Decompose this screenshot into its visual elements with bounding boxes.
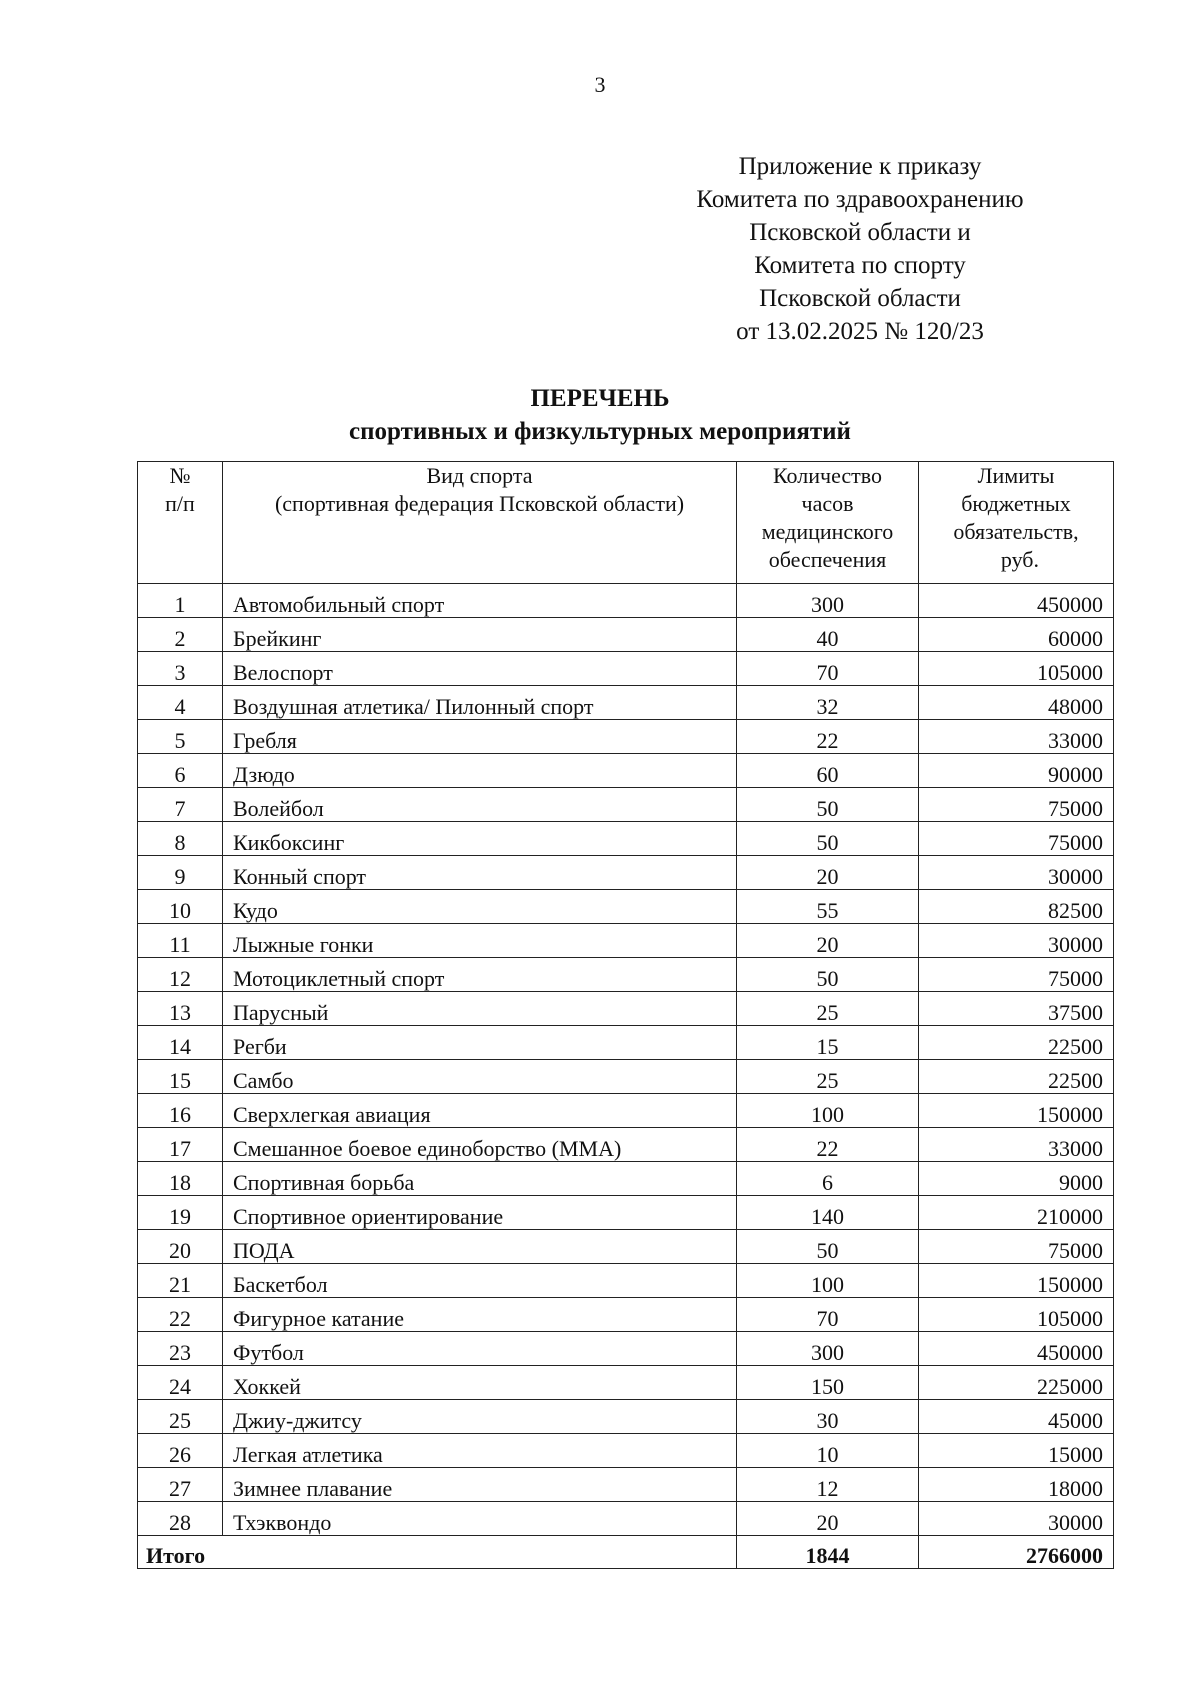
table-row	[138, 720, 1114, 754]
cell-limit: 33000	[919, 1128, 1114, 1162]
cell-sport: Спортивное ориентирование	[223, 1196, 737, 1230]
table-row	[138, 652, 1114, 686]
cell-num: 4	[138, 686, 223, 720]
page-number: 3	[594, 72, 606, 97]
cell-limit: 105000	[919, 1298, 1114, 1332]
table-row	[138, 1434, 1114, 1468]
header-text: №	[169, 463, 191, 488]
cell-sport: Мотоциклетный спорт	[223, 958, 737, 992]
cell-hours: 15	[737, 1026, 919, 1060]
cell-hours: 70	[737, 652, 919, 686]
table-row	[138, 1230, 1114, 1264]
cell-num: 9	[138, 856, 223, 890]
cell-sport: Хоккей	[223, 1366, 737, 1400]
cell-num: 27	[138, 1468, 223, 1502]
events-table	[137, 461, 1114, 1569]
header-text: Количество	[772, 463, 883, 488]
table-row	[138, 890, 1114, 924]
table-row	[138, 1128, 1114, 1162]
cell-sport: Спортивная борьба	[223, 1162, 737, 1196]
cell-hours: 20	[737, 1502, 919, 1536]
cell-limit: 75000	[919, 958, 1114, 992]
table-row	[138, 618, 1114, 652]
cell-num: 21	[138, 1264, 223, 1298]
total-hours: 1844	[737, 1536, 919, 1569]
cell-limit: 48000	[919, 686, 1114, 720]
cell-hours: 10	[737, 1434, 919, 1468]
cell-sport: Тхэквондо	[223, 1502, 737, 1536]
cell-num: 18	[138, 1162, 223, 1196]
cell-sport: Гребля	[223, 720, 737, 754]
header-text: Вид спорта	[426, 463, 533, 488]
cell-hours: 20	[737, 924, 919, 958]
cell-limit: 150000	[919, 1264, 1114, 1298]
cell-sport: Самбо	[223, 1060, 737, 1094]
cell-hours: 100	[737, 1264, 919, 1298]
cell-hours: 50	[737, 1230, 919, 1264]
cell-limit: 30000	[919, 1502, 1114, 1536]
cell-hours: 50	[737, 788, 919, 822]
cell-limit: 15000	[919, 1434, 1114, 1468]
cell-hours: 70	[737, 1298, 919, 1332]
table-row	[138, 958, 1114, 992]
cell-limit: 225000	[919, 1366, 1114, 1400]
appendix-line: от 13.02.2025 № 120/23	[736, 318, 984, 345]
table-row	[138, 1366, 1114, 1400]
cell-limit: 45000	[919, 1400, 1114, 1434]
appendix-block	[670, 150, 1050, 348]
cell-hours: 60	[737, 754, 919, 788]
cell-hours: 300	[737, 1332, 919, 1366]
cell-sport: Джиу-джитсу	[223, 1400, 737, 1434]
cell-num: 22	[138, 1298, 223, 1332]
cell-limit: 82500	[919, 890, 1114, 924]
table-header-row	[138, 462, 1114, 584]
cell-num: 19	[138, 1196, 223, 1230]
cell-hours: 300	[737, 584, 919, 618]
table-row	[138, 584, 1114, 618]
cell-sport: Велоспорт	[223, 652, 737, 686]
cell-hours: 22	[737, 1128, 919, 1162]
table-row	[138, 822, 1114, 856]
table-row	[138, 1468, 1114, 1502]
header-text: бюджетных	[961, 491, 1071, 516]
cell-hours: 25	[737, 1060, 919, 1094]
cell-limit: 30000	[919, 924, 1114, 958]
cell-sport: Легкая атлетика	[223, 1434, 737, 1468]
table-row	[138, 1162, 1114, 1196]
cell-sport: Парусный	[223, 992, 737, 1026]
appendix-line: Комитета по спорту	[754, 252, 966, 279]
header-num	[138, 462, 223, 584]
cell-limit: 210000	[919, 1196, 1114, 1230]
table-row	[138, 788, 1114, 822]
cell-sport: Волейбол	[223, 788, 737, 822]
cell-num: 1	[138, 584, 223, 618]
table-row	[138, 1094, 1114, 1128]
cell-limit: 75000	[919, 788, 1114, 822]
cell-sport: Баскетбол	[223, 1264, 737, 1298]
total-row	[138, 1536, 1114, 1569]
cell-sport: ПОДА	[223, 1230, 737, 1264]
header-text: обязательств,	[953, 519, 1079, 544]
total-limit: 2766000	[919, 1536, 1114, 1569]
cell-num: 14	[138, 1026, 223, 1060]
cell-sport: Конный спорт	[223, 856, 737, 890]
header-sport	[223, 462, 737, 584]
cell-num: 3	[138, 652, 223, 686]
table-row	[138, 856, 1114, 890]
cell-limit: 75000	[919, 822, 1114, 856]
cell-sport: Зимнее плавание	[223, 1468, 737, 1502]
cell-hours: 12	[737, 1468, 919, 1502]
cell-num: 28	[138, 1502, 223, 1536]
header-text: руб.	[1000, 547, 1039, 572]
cell-hours: 55	[737, 890, 919, 924]
cell-hours: 22	[737, 720, 919, 754]
cell-limit: 90000	[919, 754, 1114, 788]
cell-sport: Дзюдо	[223, 754, 737, 788]
header-text: Лимиты	[977, 463, 1055, 488]
header-text: медицинского	[761, 519, 894, 544]
cell-num: 25	[138, 1400, 223, 1434]
header-hours	[737, 462, 919, 584]
cell-sport: Кикбоксинг	[223, 822, 737, 856]
appendix-line: Приложение к приказу	[738, 153, 982, 180]
cell-sport: Фигурное катание	[223, 1298, 737, 1332]
cell-hours: 50	[737, 822, 919, 856]
cell-limit: 450000	[919, 584, 1114, 618]
cell-limit: 150000	[919, 1094, 1114, 1128]
table-row	[138, 992, 1114, 1026]
header-text: обеспечения	[768, 547, 887, 572]
cell-hours: 20	[737, 856, 919, 890]
cell-hours: 30	[737, 1400, 919, 1434]
table-row	[138, 1264, 1114, 1298]
cell-num: 24	[138, 1366, 223, 1400]
cell-hours: 50	[737, 958, 919, 992]
subtitle-line: спортивных и физкультурных мероприятий	[349, 418, 851, 445]
cell-hours: 25	[737, 992, 919, 1026]
header-limit	[919, 462, 1114, 584]
cell-sport: Автомобильный спорт	[223, 584, 737, 618]
cell-limit: 450000	[919, 1332, 1114, 1366]
table-row	[138, 924, 1114, 958]
table-row	[138, 686, 1114, 720]
header-text: п/п	[165, 491, 195, 516]
cell-num: 8	[138, 822, 223, 856]
cell-num: 11	[138, 924, 223, 958]
table-row	[138, 1502, 1114, 1536]
cell-sport: Сверхлегкая авиация	[223, 1094, 737, 1128]
cell-num: 7	[138, 788, 223, 822]
table-row	[138, 1400, 1114, 1434]
cell-limit: 60000	[919, 618, 1114, 652]
table-row	[138, 1060, 1114, 1094]
header-text: (спортивная федерация Псковской области)	[274, 491, 685, 516]
table-row	[138, 1026, 1114, 1060]
cell-num: 12	[138, 958, 223, 992]
total-label: Итого	[138, 1536, 737, 1569]
appendix-line: Комитета по здравоохранению	[696, 186, 1024, 213]
cell-num: 16	[138, 1094, 223, 1128]
cell-limit: 105000	[919, 652, 1114, 686]
cell-num: 20	[138, 1230, 223, 1264]
cell-sport: Регби	[223, 1026, 737, 1060]
cell-sport: Воздушная атлетика/ Пилонный спорт	[223, 686, 737, 720]
cell-sport: Кудо	[223, 890, 737, 924]
title-line: ПЕРЕЧЕНЬ	[530, 385, 670, 412]
cell-num: 2	[138, 618, 223, 652]
cell-sport: Брейкинг	[223, 618, 737, 652]
cell-limit: 22500	[919, 1060, 1114, 1094]
cell-num: 15	[138, 1060, 223, 1094]
cell-limit: 75000	[919, 1230, 1114, 1264]
cell-limit: 22500	[919, 1026, 1114, 1060]
cell-hours: 32	[737, 686, 919, 720]
header-text: часов	[801, 491, 854, 516]
cell-num: 17	[138, 1128, 223, 1162]
cell-limit: 33000	[919, 720, 1114, 754]
cell-limit: 30000	[919, 856, 1114, 890]
document-title	[0, 382, 1200, 448]
cell-num: 23	[138, 1332, 223, 1366]
cell-hours: 100	[737, 1094, 919, 1128]
table-row	[138, 1298, 1114, 1332]
cell-sport: Футбол	[223, 1332, 737, 1366]
cell-hours: 6	[737, 1162, 919, 1196]
table-row	[138, 754, 1114, 788]
cell-sport: Лыжные гонки	[223, 924, 737, 958]
cell-num: 6	[138, 754, 223, 788]
cell-num: 10	[138, 890, 223, 924]
cell-limit: 37500	[919, 992, 1114, 1026]
appendix-line: Псковской области и	[749, 219, 971, 246]
cell-num: 5	[138, 720, 223, 754]
cell-hours: 150	[737, 1366, 919, 1400]
cell-limit: 9000	[919, 1162, 1114, 1196]
cell-hours: 140	[737, 1196, 919, 1230]
cell-num: 26	[138, 1434, 223, 1468]
appendix-line: Псковской области	[759, 285, 961, 312]
cell-hours: 40	[737, 618, 919, 652]
cell-sport: Смешанное боевое единоборство (ММА)	[223, 1128, 737, 1162]
cell-num: 13	[138, 992, 223, 1026]
table-row	[138, 1332, 1114, 1366]
table-row	[138, 1196, 1114, 1230]
cell-limit: 18000	[919, 1468, 1114, 1502]
